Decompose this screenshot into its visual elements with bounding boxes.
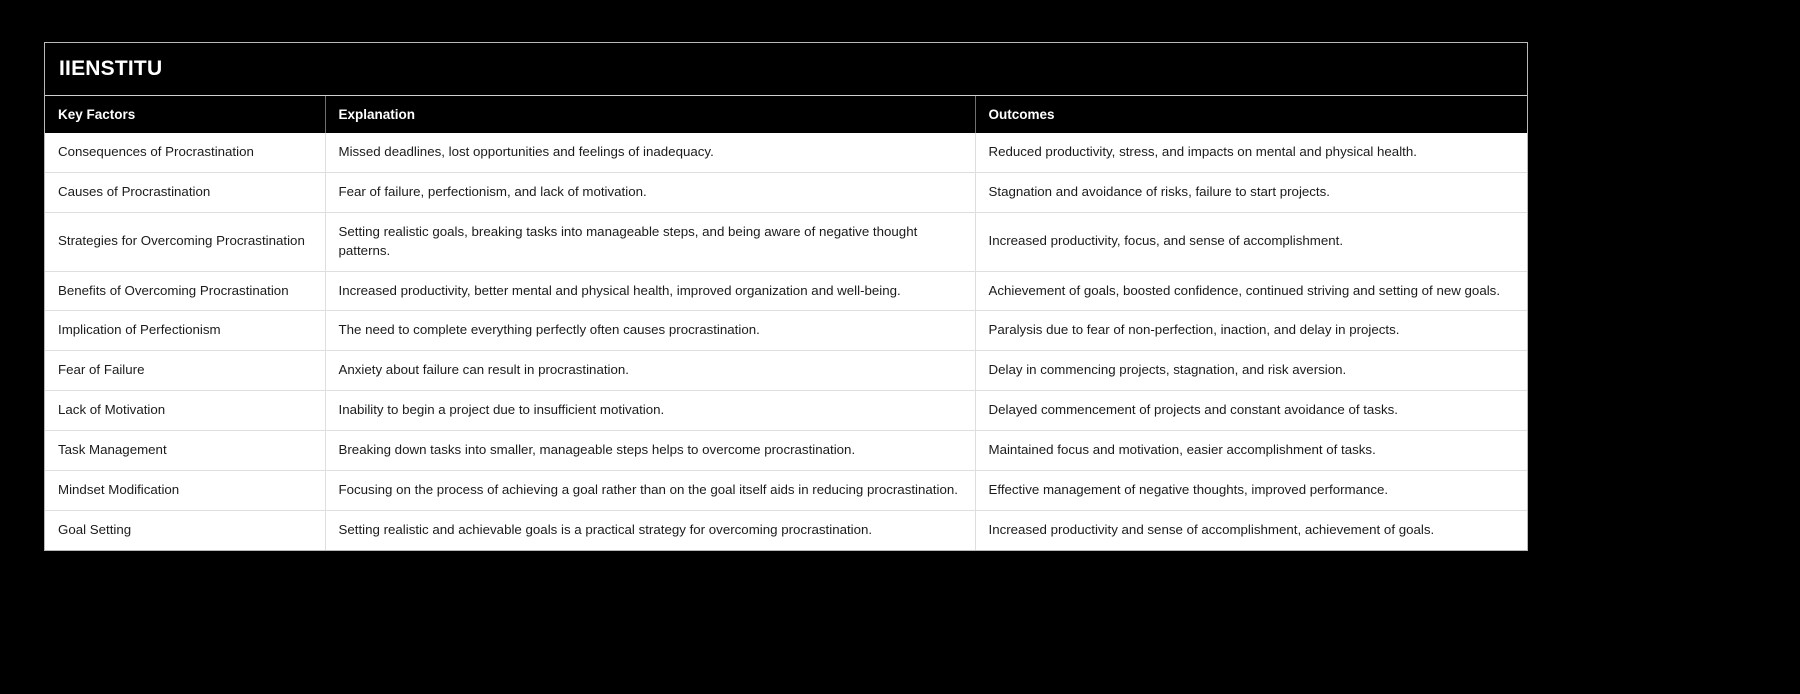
cell-outcome: Increased productivity and sense of accomplishment, achievement of goals.: [975, 510, 1527, 549]
cell-explanation: The need to complete everything perfectly often causes procrastination.: [325, 311, 975, 351]
cell-outcome: Increased productivity, focus, and sense of accomplishment.: [975, 212, 1527, 271]
cell-key-factor: Fear of Failure: [45, 351, 325, 391]
table-row: [45, 351, 1527, 391]
key-factors-table: [45, 96, 1527, 550]
cell-key-factor: Implication of Perfectionism: [45, 311, 325, 351]
table-header-row: [45, 96, 1527, 133]
cell-key-factor: Consequences of Procrastination: [45, 133, 325, 172]
cell-key-factor: Task Management: [45, 431, 325, 471]
table-row: [45, 391, 1527, 431]
cell-explanation: Setting realistic and achievable goals is a practical strategy for overcoming procrastination.: [325, 510, 975, 549]
brand-title: IIENSTITU: [59, 57, 163, 80]
table-body: [45, 133, 1527, 550]
column-header-explanation: Explanation: [325, 96, 975, 133]
cell-key-factor: Mindset Modification: [45, 470, 325, 510]
cell-explanation: Focusing on the process of achieving a goal rather than on the goal itself aids in reducing procrastination.: [325, 470, 975, 510]
cell-outcome: Reduced productivity, stress, and impacts on mental and physical health.: [975, 133, 1527, 172]
cell-outcome: Achievement of goals, boosted confidence, continued striving and setting of new goals.: [975, 271, 1527, 311]
cell-outcome: Stagnation and avoidance of risks, failure to start projects.: [975, 172, 1527, 212]
cell-explanation: Setting realistic goals, breaking tasks into manageable steps, and being aware of negative thought patterns.: [325, 212, 975, 271]
cell-key-factor: Strategies for Overcoming Procrastination: [45, 212, 325, 271]
column-header-outcomes: Outcomes: [975, 96, 1527, 133]
table-row: [45, 133, 1527, 172]
table-card: [44, 42, 1528, 551]
table-row: [45, 510, 1527, 549]
table-row: [45, 271, 1527, 311]
table-row: [45, 470, 1527, 510]
column-header-key-factors: Key Factors: [45, 96, 325, 133]
cell-outcome: Delayed commencement of projects and constant avoidance of tasks.: [975, 391, 1527, 431]
cell-key-factor: Goal Setting: [45, 510, 325, 549]
cell-outcome: Delay in commencing projects, stagnation, and risk aversion.: [975, 351, 1527, 391]
cell-explanation: Anxiety about failure can result in procrastination.: [325, 351, 975, 391]
cell-outcome: Paralysis due to fear of non-perfection, inaction, and delay in projects.: [975, 311, 1527, 351]
cell-key-factor: Causes of Procrastination: [45, 172, 325, 212]
table-row: [45, 212, 1527, 271]
cell-key-factor: Benefits of Overcoming Procrastination: [45, 271, 325, 311]
table-row: [45, 431, 1527, 471]
table-row: [45, 311, 1527, 351]
table-header: [45, 96, 1527, 133]
cell-explanation: Missed deadlines, lost opportunities and feelings of inadequacy.: [325, 133, 975, 172]
cell-key-factor: Lack of Motivation: [45, 391, 325, 431]
table-row: [45, 172, 1527, 212]
cell-outcome: Effective management of negative thoughts, improved performance.: [975, 470, 1527, 510]
cell-explanation: Inability to begin a project due to insufficient motivation.: [325, 391, 975, 431]
cell-outcome: Maintained focus and motivation, easier accomplishment of tasks.: [975, 431, 1527, 471]
cell-explanation: Fear of failure, perfectionism, and lack of motivation.: [325, 172, 975, 212]
cell-explanation: Breaking down tasks into smaller, manageable steps helps to overcome procrastination.: [325, 431, 975, 471]
cell-explanation: Increased productivity, better mental and physical health, improved organization and well-being.: [325, 271, 975, 311]
brand-bar: [45, 43, 1527, 96]
